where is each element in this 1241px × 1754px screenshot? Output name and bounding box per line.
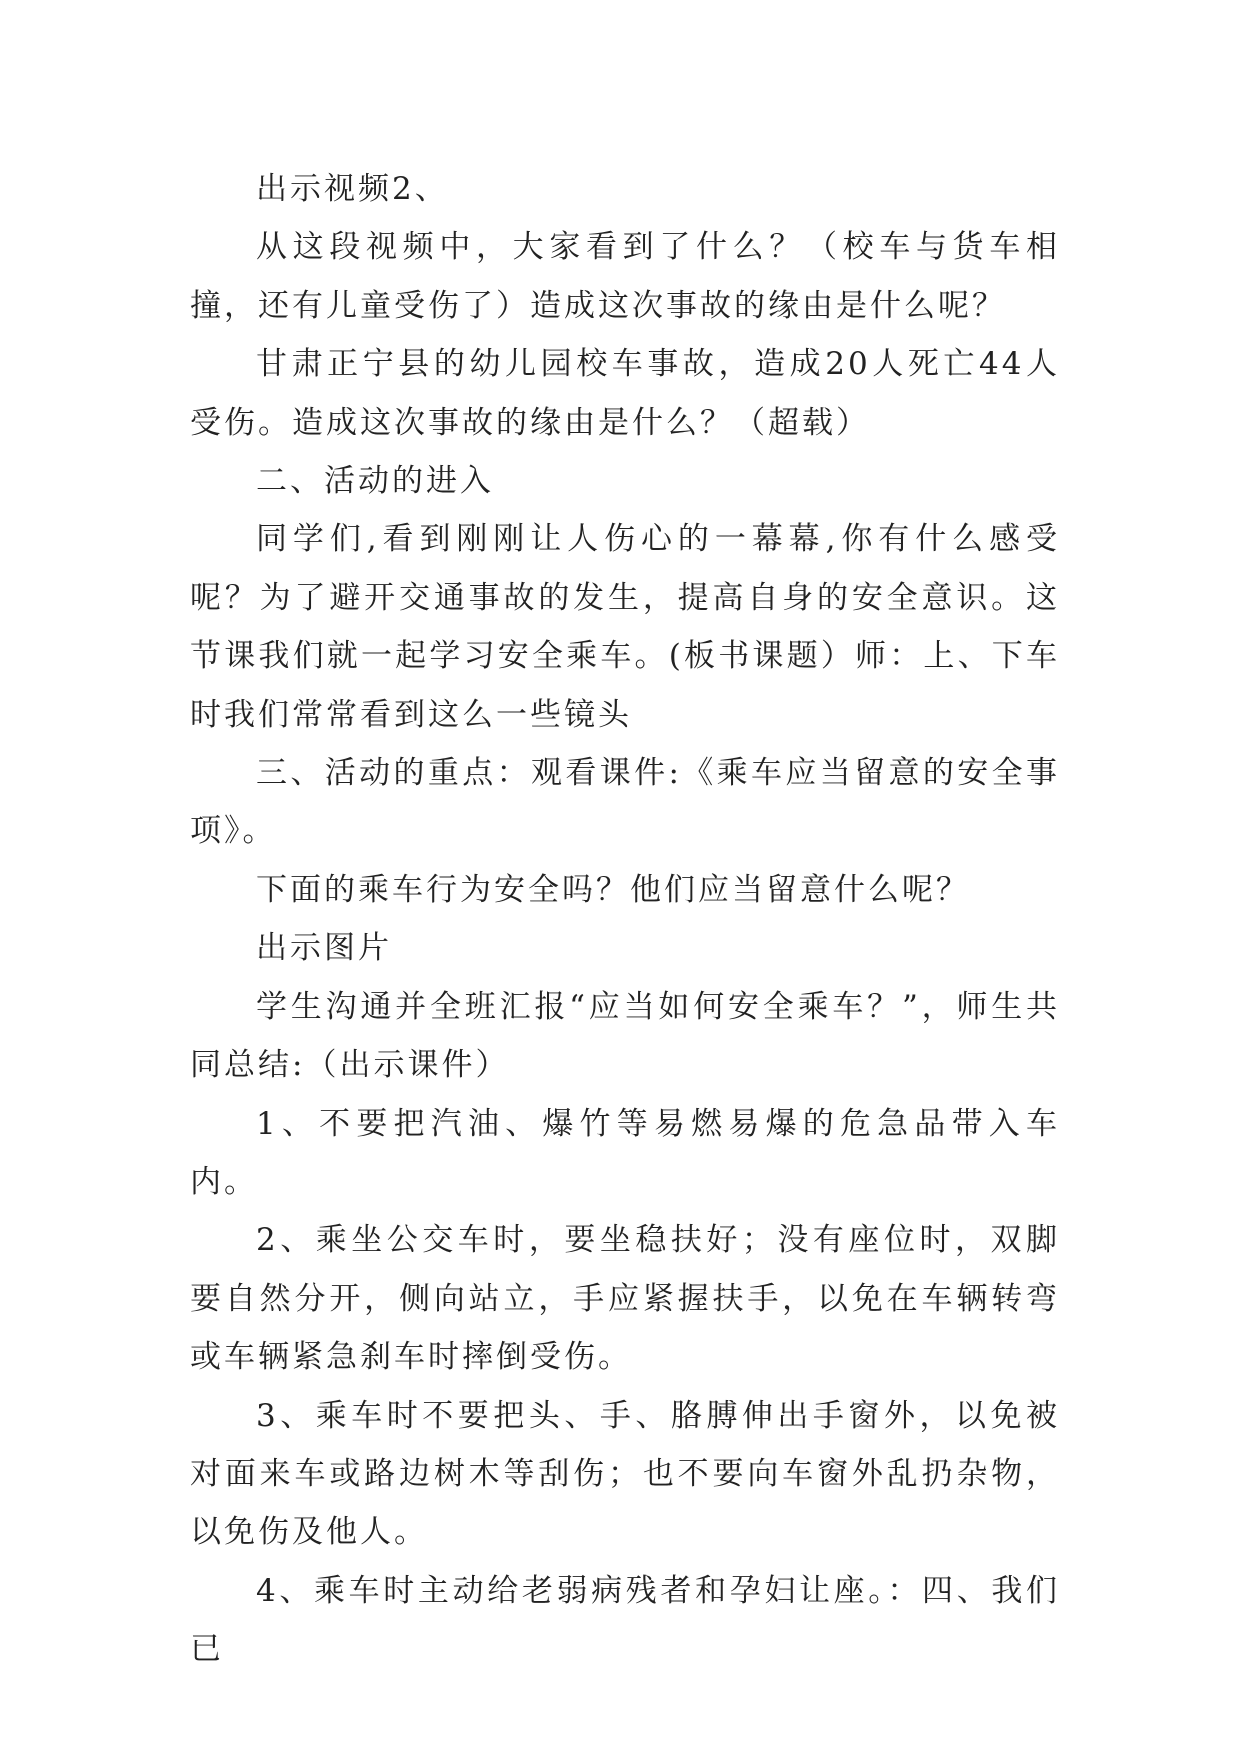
- paragraph: 甘肃正宁县的幼儿园校车事故，造成20人死亡44人受伤。造成这次事故的缘由是什么？（超载）: [190, 346, 1060, 441]
- paragraph: 1、不要把汽油、爆竹等易燃易爆的危急品带入车内。: [190, 1105, 1060, 1200]
- paragraph: 2、乘坐公交车时，要坐稳扶好；没有座位时，双脚要自然分开，侧向站立，手应紧握扶手，以免在车辆转弯或车辆紧急刹车时摔倒受伤。: [190, 1222, 1060, 1376]
- paragraph: 同学们,看到刚刚让人伤心的一幕幕,你有什么感受呢？为了避开交通事故的发生，提高自身的安全意识。这节课我们就一起学习安全乘车。(板书课题）师：上、下车时我们常常看到这么一些镜头: [190, 521, 1060, 733]
- paragraph: 3、乘车时不要把头、手、胳膊伸出手窗外，以免被对面来车或路边树木等刮伤；也不要向车窗外乱扔杂物，以免伤及他人。: [190, 1397, 1060, 1551]
- paragraph: 二、活动的进入: [256, 463, 494, 500]
- paragraph: 下面的乘车行为安全吗？他们应当留意什么呢？: [256, 871, 970, 908]
- paragraph: 4、乘车时主动给老弱病残者和孕妇让座。：四、我们已: [190, 1572, 1060, 1668]
- paragraph: 三、活动的重点：观看课件:《乘车应当留意的安全事项》。: [190, 755, 1060, 850]
- paragraph: 从这段视频中，大家看到了什么？（校车与货车相撞，还有儿童受伤了）造成这次事故的缘由是什么呢？: [190, 229, 1060, 324]
- paragraph: 学生沟通并全班汇报“应当如何安全乘车？”，师生共同总结:（出示课件）: [190, 988, 1060, 1084]
- document-body: [190, 160, 1060, 1679]
- paragraph: 出示视频2、: [256, 171, 449, 207]
- paragraph: 出示图片: [256, 930, 392, 967]
